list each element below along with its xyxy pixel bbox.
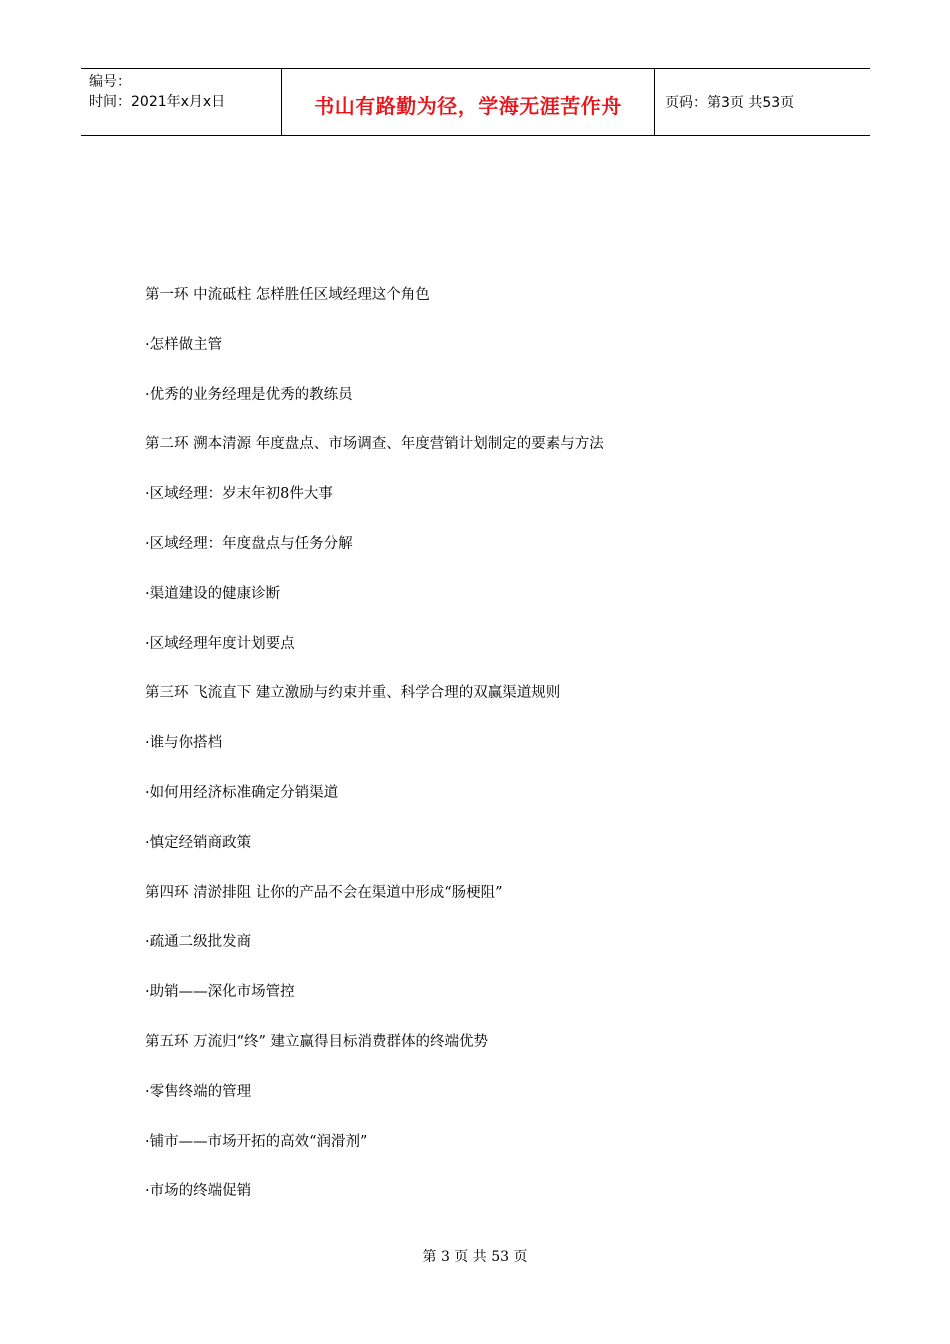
list-item: ·助销——深化市场管控 — [145, 984, 295, 1001]
header-page-info: 页码：第3页 共53页 — [665, 95, 795, 111]
section-heading: 第一环 中流砥柱 怎样胜任区域经理这个角色 — [145, 287, 430, 303]
list-item: ·如何用经济标准确定分销渠道 — [145, 784, 339, 801]
list-item: ·零售终端的管理 — [145, 1083, 252, 1100]
list-item: ·怎样做主管 — [145, 336, 223, 353]
list-item: ·铺市——市场开拓的高效“润滑剂” — [145, 1133, 368, 1150]
document-body — [145, 284, 845, 1230]
document-header — [81, 68, 870, 136]
list-item: ·慎定经销商政策 — [145, 834, 252, 851]
list-item: ·谁与你搭档 — [145, 735, 223, 752]
list-item: ·区域经理：年度盘点与任务分解 — [145, 535, 353, 552]
list-item: ·优秀的业务经理是优秀的教练员 — [145, 386, 353, 403]
page-footer: 第 3 页 共 53 页 — [422, 1249, 528, 1265]
list-item: ·渠道建设的健康诊断 — [145, 585, 281, 602]
list-item: ·区域经理：岁末年初8件大事 — [145, 486, 333, 503]
section-heading: 第四环 清淤排阻 让你的产品不会在渠道中形成“肠梗阻” — [145, 884, 503, 901]
list-item: ·疏通二级批发商 — [145, 934, 252, 951]
section-heading: 第二环 溯本清源 年度盘点、市场调查、年度营销计划制定的要素与方法 — [145, 436, 604, 453]
header-meta — [81, 69, 281, 135]
header-motto: 书山有路勤为径，学海无涯苦作舟 — [281, 69, 655, 135]
list-item: ·市场的终端促销 — [145, 1183, 252, 1200]
section-heading: 第三环 飞流直下 建立激励与约束并重、科学合理的双赢渠道规则 — [145, 685, 561, 702]
section-heading: 第五环 万流归“终” 建立赢得目标消费群体的终端优势 — [145, 1033, 489, 1050]
document-number-label: 编号： — [89, 74, 131, 90]
document-date-label: 时间：2021年x月x日 — [89, 94, 226, 110]
list-item: ·区域经理年度计划要点 — [145, 635, 295, 652]
